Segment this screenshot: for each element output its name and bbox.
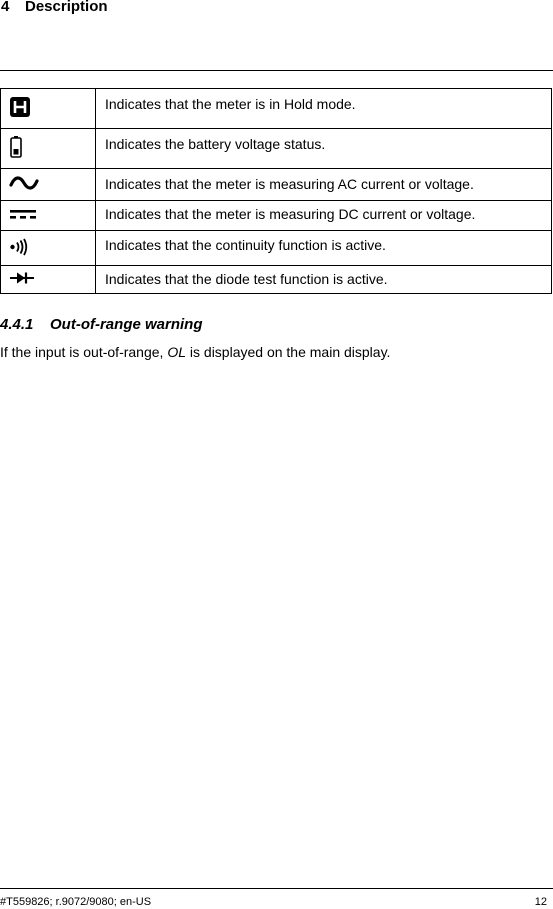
ac-wave-icon [9, 175, 39, 191]
chapter-title: Description [25, 0, 108, 15]
continuity-sound-icon [9, 238, 29, 256]
dc-symbol-icon [9, 209, 37, 221]
section-title: Out-of-range warning [50, 316, 203, 333]
icon-cell [1, 169, 96, 201]
header-divider [0, 70, 553, 71]
paragraph-text-start: If the input is out-of-range, [0, 344, 168, 360]
description-cell: Indicates the battery voltage status. [96, 129, 552, 169]
battery-icon [9, 135, 23, 159]
icon-cell [1, 201, 96, 231]
footer-page-number: 12 [534, 896, 547, 908]
symbols-table [0, 88, 552, 294]
icon-cell [1, 231, 96, 266]
section-number: 4.4.1 [0, 316, 34, 333]
chapter-number: 4 [1, 0, 10, 15]
description-cell: Indicates that the diode test function is active. [96, 266, 552, 294]
icon-cell [1, 266, 96, 294]
icon-cell [1, 89, 96, 129]
footer-doc-id: #T559826; r.9072/9080; en-US [0, 896, 152, 908]
table-row [1, 266, 552, 294]
footer-divider [0, 888, 553, 889]
table-row [1, 89, 552, 129]
hold-h-icon [9, 96, 31, 118]
chapter-header [1, 0, 108, 15]
description-cell: Indicates that the meter is in Hold mode. [96, 89, 552, 129]
description-cell: Indicates that the meter is measuring AC current or voltage. [96, 169, 552, 201]
table-row [1, 129, 552, 169]
section-paragraph [0, 344, 390, 360]
description-cell: Indicates that the continuity function is active. [96, 231, 552, 266]
icon-cell [1, 129, 96, 169]
diode-icon [9, 271, 35, 285]
paragraph-text-end: is displayed on the main display. [186, 344, 391, 360]
description-cell: Indicates that the meter is measuring DC current or voltage. [96, 201, 552, 231]
table-row [1, 231, 552, 266]
table-row [1, 201, 552, 231]
section-heading [0, 316, 203, 333]
ol-indicator-text: OL [167, 344, 187, 360]
table-row [1, 169, 552, 201]
